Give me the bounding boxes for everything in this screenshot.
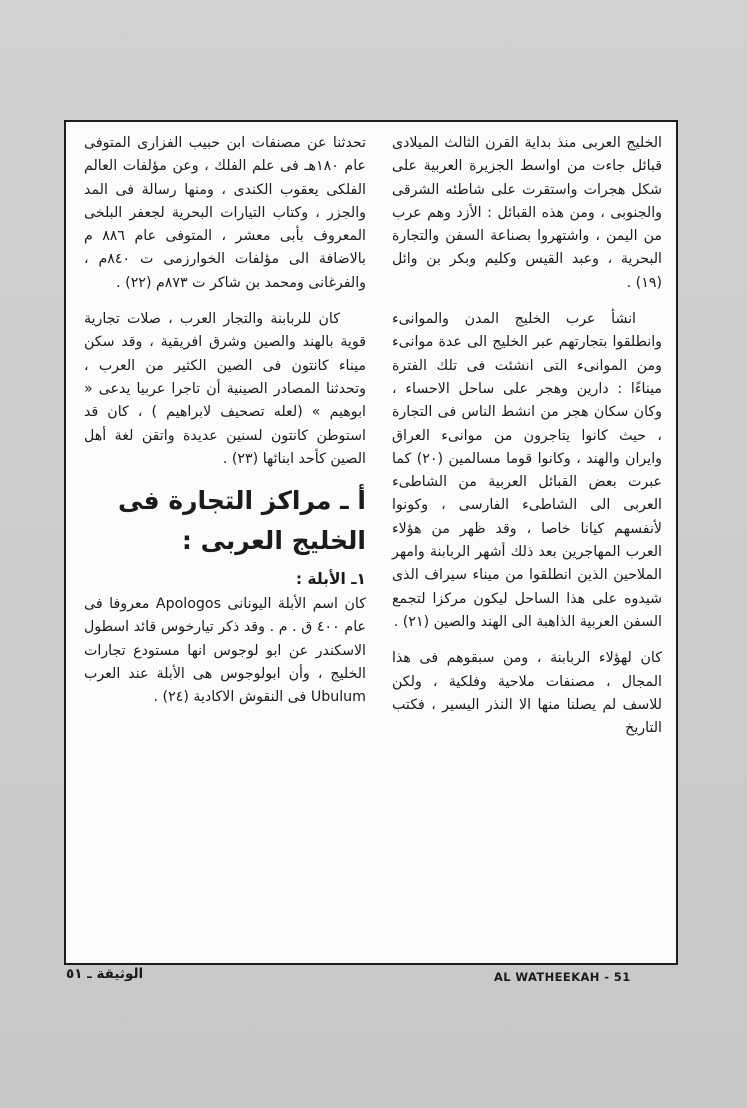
subsection-heading: ١ـ الأبلة : [295,570,366,589]
article-frame [64,120,678,965]
page-number-latin: AL WATHEEKAH - 51 [494,970,631,984]
left-column [84,132,366,710]
paragraph: تحدثنا عن مصنفات ابن حبيب الفزارى المتوفى عام ١٨٠هـ فى علم الفلك ، وعن مؤلفات العالم الفلكى يعقوب الكندى ، ومنها رسالة فى المد والجزر ، وكتاب التيارات البحرية لجعفر البلخى المعروف بأبى معشر ، المتوفى عام ٨٨٦ م بالاضافة الى مؤلفات الخوارزمى ت ٨٤٠م ، والفرغانى ومحمد بن شاكر ت ٨٧٣م (٢٢) . [84,135,367,291]
page-number-arabic: الوثيقة ـ ٥١ [66,966,144,982]
paragraph: الخليج العربى منذ بداية القرن الثالث الميلادى قبائل جاءت من اواسط الجزيرة العربية على شكل هجرات واستقرت على شاطئه الشرقى والجنوبى ، ومن هذه القبائل : الأزد وهم عرب من اليمن ، واشتهروا بصناعة السفن والتجارة البحرية ، وعبد القيس وكليم وبكر بن وائل (١٩) . [392,135,662,291]
section-heading: أ ـ مراكز التجارة فى الخليج العربى : [118,486,366,556]
paragraph: كان للربابنة والتجار العرب ، صلات تجارية قوية بالهند والصين وشرق افريقية ، وقد سكن ميناء كانتون فى الصين الكثير من العرب ، وتحدثنا المصادر الصينية أن تاجرا عربيا يدعى « ابوهيم » (لعله تصحيف لابراهيم ) ، كان قد استوطن كانتون لسنين عديدة واتقن لغة أهل الصين كأحد ابنائها (٢٣) . [84,311,366,467]
paragraph: انشأ عرب الخليج المدن والموانىء وانطلقوا بتجارتهم عبر الخليج الى عدة موانىء ومن الموانىء التى انشئت فى تلك الفترة ميناءًا : دارين وهجر على ساحل الاحساء ، وكان سكان هجر من انشط الناس فى التجارة ، حيث كانوا يتاجرون من موانىء العراق وايران والهند ، وكانوا قوما مسالمين (٢٠) كما عبرت بعض القبائل العربية من الشاطىء العربى الى الشاطىء الفارسى ، وكونوا لأنفسهم كيانا خاصا ، وقد ظهر من هؤلاء العرب المهاجرين بعد ذلك أشهر الربابنة وامهر الملاحين الذين انطلقوا من ميناء سيراف الذى شيدوه على هذا الساحل ليكون مركزا لتجمع السفن العربية الذاهبة الى الهند والصين (٢١) . [392,311,662,630]
paragraph: كان اسم الأبلة اليونانى Apologos معروفا فى عام ٤٠٠ ق . م . وقد ذكر تيارخوس قائد اسطول الاسكندر عن ابو لوجوس انها مستودع تجارات الخليج ، وأن ابولوجوس هى الأبلة عند العرب Ubulum فى النقوش الاكادية (٢٤) . [84,596,367,706]
paragraph: كان لهؤلاء الربابنة ، ومن سبقوهم فى هذا المجال ، مصنفات ملاحية وفلكية ، ولكن للاسف لم يصلنا منها الا النذر اليسير ، فكتب التاريخ [392,650,662,737]
right-column [392,132,662,740]
